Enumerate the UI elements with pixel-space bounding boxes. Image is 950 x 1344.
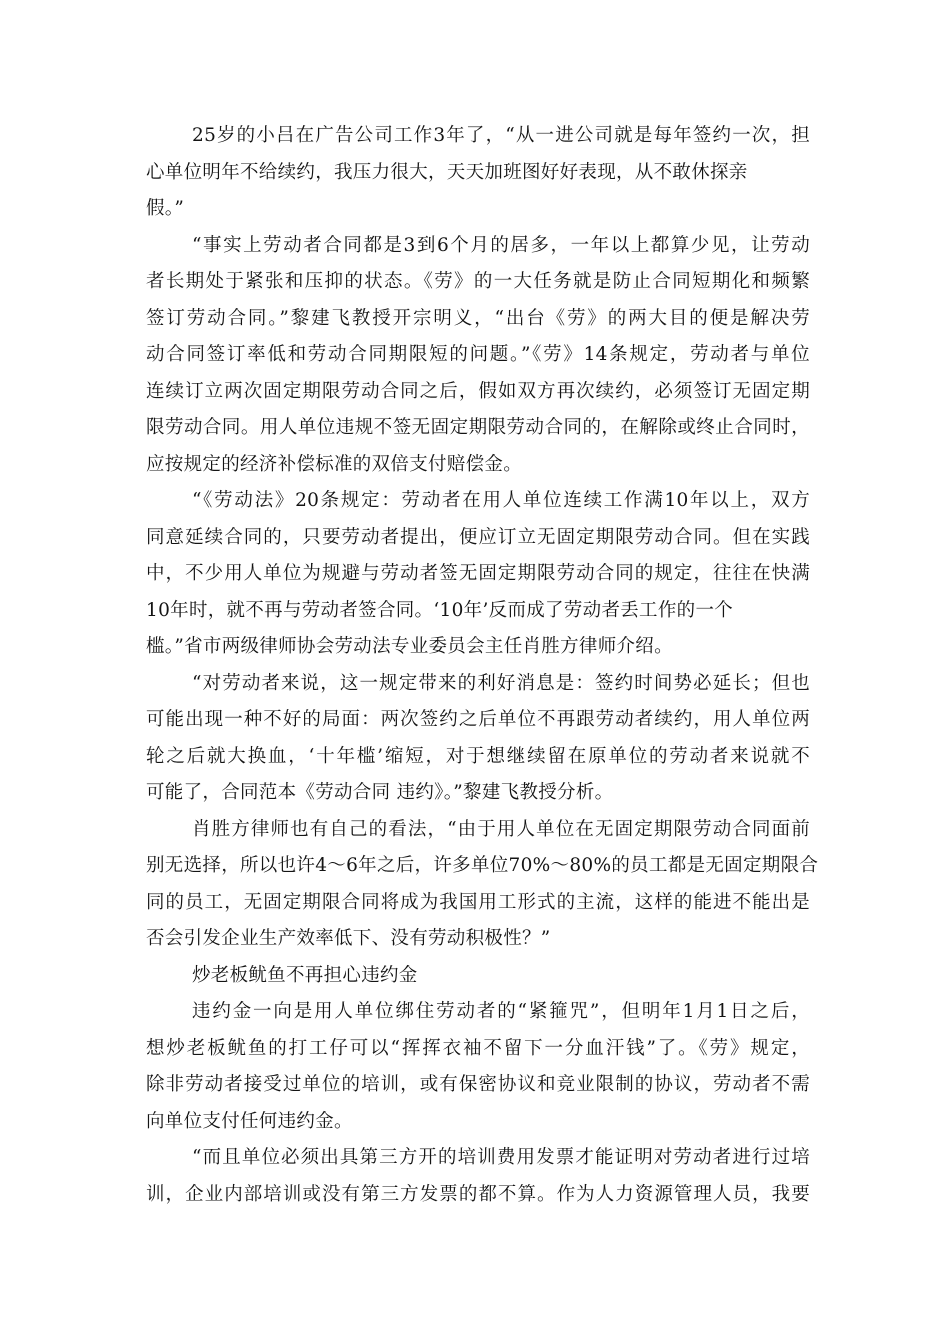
- text-line: 轮之后就大换血，‘十年槛’缩短，对于想继续留在原单位的劳动者来说就不: [146, 745, 810, 767]
- text-line: 10年时，就不再与劳动者签合同。‘10年’反而成了劳动者丢工作的一个: [146, 599, 734, 621]
- text-line: 可能了，合同范本《劳动合同 违约》。”黎建飞教授分析。: [146, 782, 614, 803]
- text-line: 训，企业内部培训或没有第三方发票的都不算。作为人力资源管理人员，我要: [146, 1183, 810, 1205]
- text-line: 中，不少用人单位为规避与劳动者签无固定期限劳动合同的规定，往往在快满: [146, 563, 810, 584]
- text-line: 限劳动合同。用人单位违规不签无固定期限劳动合同的，在解除或终止合同时，: [146, 417, 810, 438]
- text-line: 想炒老板鱿鱼的打工仔可以“挥挥衣袖不留下一分血汗钱”了。《劳》规定，: [146, 1037, 810, 1059]
- text-line: 除非劳动者接受过单位的培训，或有保密协议和竞业限制的协议，劳动者不需: [146, 1074, 810, 1095]
- text-line: 向单位支付任何违约金。: [146, 1110, 353, 1132]
- text-line: 同的员工，无固定期限合同将成为我国用工形式的主流，这样的能进不能出是: [146, 891, 810, 913]
- text-line: “《劳动法》20条规定：劳动者在用人单位连续工作满10年以上，双方: [192, 490, 810, 511]
- text-line: 应按规定的经济补偿标准的双倍支付赔偿金。: [146, 453, 523, 475]
- text-line: 签订劳动合同。”黎建飞教授开宗明义，“出台《劳》的两大目的便是解决劳: [146, 307, 810, 329]
- text-line: 动合同签订率低和劳动合同期限短的问题。”《劳》14条规定，劳动者与单位: [146, 344, 810, 365]
- text-line: 槛。”省市两级律师协会劳动法专业委员会主任肖胜方律师介绍。: [146, 636, 673, 657]
- text-line: “而且单位必须出具第三方开的培训费用发票才能证明对劳动者进行过培: [192, 1147, 810, 1168]
- text-line: 可能出现一种不好的局面：两次签约之后单位不再跟劳动者续约，用人单位两: [146, 709, 810, 730]
- text-line: 25岁的小吕在广告公司工作3年了，“从一进公司就是每年签约一次，担: [192, 125, 810, 146]
- text-line: 连续订立两次固定期限劳动合同之后，假如双方再次续约，必须签订无固定期: [146, 380, 810, 402]
- text-line: 炒老板鱿鱼不再担心违约金: [192, 964, 418, 986]
- text-line: 假。”: [146, 198, 185, 219]
- document-body: [146, 118, 819, 1213]
- text-line: 者长期处于紧张和压抑的状态。《劳》的一大任务就是防止合同短期化和频繁: [146, 271, 810, 292]
- text-line: 肖胜方律师也有自己的看法，“由于用人单位在无固定期限劳动合同面前: [192, 818, 810, 840]
- text-line: “对劳动者来说，这一规定带来的利好消息是：签约时间势必延长；但也: [192, 672, 810, 694]
- text-line: 否会引发企业生产效率低下、没有劳动积极性？”: [146, 928, 551, 949]
- text-line: 同意延续合同的，只要劳动者提出，便应订立无固定期限劳动合同。但在实践: [146, 526, 810, 548]
- text-line: 别无选择，所以也许4～6年之后，许多单位70%～80%的员工都是无固定期限合: [146, 855, 819, 876]
- text-line: 违约金一向是用人单位绑住劳动者的“紧箍咒”，但明年1月1日之后，: [192, 1001, 810, 1022]
- text-line: “事实上劳动者合同都是3到6个月的居多，一年以上都算少见，让劳动: [192, 234, 810, 256]
- text-line: 心单位明年不给续约，我压力很大，天天加班图好好表现，从不敢休探亲: [146, 161, 748, 183]
